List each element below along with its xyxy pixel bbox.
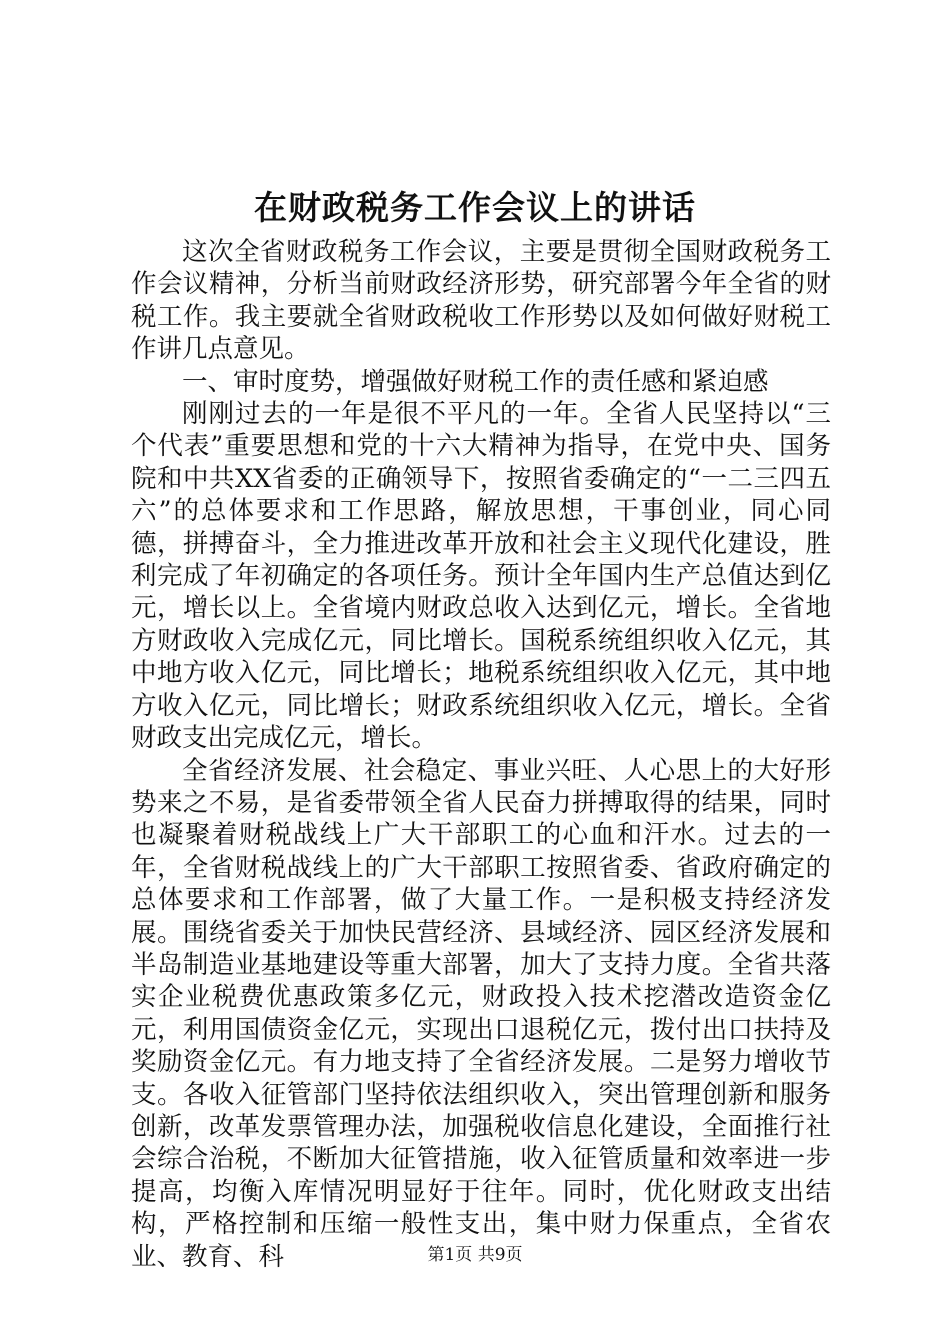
page-number: 第1页 共9页 <box>427 1245 523 1265</box>
document-title: 在财政税务工作会议上的讲话 <box>254 188 696 227</box>
paragraph-review: 刚刚过去的一年是很不平凡的一年。全省人民坚持以“三个代表”重要思想和党的十六大精神为指导，在党中央、国务院和中共XX省委的正确领导下，按照省委确定的“一二三四五六”的总体要求和工作思路，解放思想，干事创业，同心同德，拼搏奋斗，全力推进改革开放和社会主义现代化建设，胜利完成了年初确定的各项任务。预计全年国内生产总值达到亿元，增长以上。全省境内财政总收入达到亿元，增长。全省地方财政收入完成亿元，同比增长。国税系统组织收入亿元，其中地方收入亿元，同比增长；地税系统组织收入亿元，其中地方收入亿元，同比增长；财政系统组织收入亿元，增长。全省财政支出完成亿元，增长。 <box>131 399 831 754</box>
paragraph-intro: 这次全省财政税务工作会议，主要是贯彻全国财政税务工作会议精神，分析当前财政经济形势，研究部署今年全省的财税工作。我主要就全省财政税收工作形势以及如何做好财税工作讲几点意见。 <box>131 237 831 365</box>
paragraph-achievements: 全省经济发展、社会稳定、事业兴旺、人心思上的大好形势来之不易，是省委带领全省人民奋力拼搏取得的结果，同时也凝聚着财税战线上广大干部职工的心血和汗水。过去的一年，全省财税战线上的广大干部职工按照省委、省政府确定的总体要求和工作部署，做了大量工作。一是积极支持经济发展。围绕省委关于加快民营经济、县域经济、园区经济发展和半岛制造业基地建设等重大部署，加大了支持力度。全省共落实企业税费优惠政策多亿元，财政投入技术挖潜改造资金亿元，利用国债资金亿元，实现出口退税亿元，拨付出口扶持及奖励资金亿元。有力地支持了全省经济发展。二是努力增收节支。各收入征管部门坚持依法组织收入，突出管理创新和服务创新，改革发票管理办法，加强税收信息化建设，全面推行社会综合治税，不断加大征管措施，收入征管质量和效率进一步提高，均衡入库情况明显好于往年。同时，优化财政支出结构，严格控制和压缩一般性支出，集中财力保重点，全省农业、教育、科 <box>131 755 831 1272</box>
document-body <box>131 236 831 1273</box>
section-heading: 一、审时度势，增强做好财税工作的责任感和紧迫感 <box>182 366 769 397</box>
